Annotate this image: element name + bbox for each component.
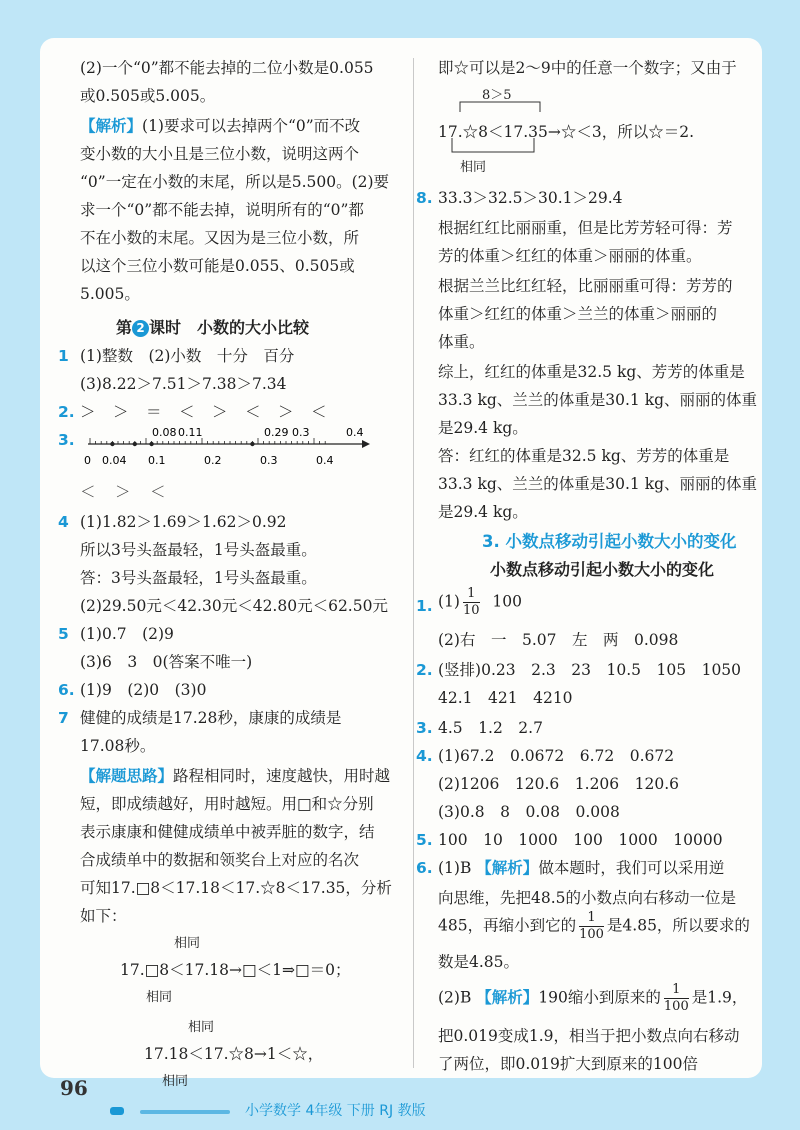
nl-label-bottom: 0.04 [102, 454, 127, 467]
analysis-line: 以这个三位小数可能是0.055、0.505或 [80, 257, 355, 275]
lesson-title-pre: 第 [116, 318, 133, 337]
same-label: 相同 [188, 1020, 215, 1035]
number-line-arrow [362, 440, 370, 448]
answer-line: 100 10 1000 100 1000 10000 [438, 831, 723, 849]
answer-part: 是4.85，所以要求的 [606, 916, 750, 935]
answer-part: 485，再缩小到它的 [438, 916, 577, 935]
answer-line: 把0.019变成1.9，相当于把小数点向右移动 [438, 1027, 740, 1045]
lesson-number-badge: 2 [132, 320, 149, 337]
answer-line: (3)6 3 0(答案不唯一) [80, 653, 253, 671]
answer-line: 数是4.85。 [438, 953, 520, 971]
nl-label-bottom: 0.1 [148, 454, 166, 467]
nl-label-bottom: 0.3 [260, 454, 278, 467]
lesson-title [116, 314, 309, 342]
solution-line: 可知17.□8＜17.18＜17.☆8＜17.35，分析 [80, 879, 392, 897]
fraction-denominator: 100 [663, 999, 689, 1014]
number-line [80, 422, 380, 478]
footer-bar [110, 1107, 124, 1115]
answer-part: 190缩小到原来的 [538, 988, 661, 1007]
answer-line: (1)67.2 0.0672 6.72 0.672 [438, 747, 675, 765]
fraction [664, 982, 689, 1015]
answer-line: 芳的体重＞红红的体重＞丽丽的体重。 [438, 247, 702, 265]
question-number: 5 [58, 625, 69, 643]
answer-part: 100 [492, 592, 522, 611]
fraction [579, 910, 604, 943]
same-label: 相同 [146, 990, 173, 1005]
item-2 [416, 656, 433, 684]
answer-part: 做本题时，我们可以采用逆 [538, 859, 725, 877]
expression-line: 17.☆8＜17.35→☆＜3，所以☆＝2. [438, 123, 695, 141]
nl-label-top: 0.08 [152, 426, 177, 439]
solution-line: 表示康康和健健成绩单中被弄脏的数字，结 [80, 823, 375, 841]
nl-label-bottom: 0.2 [204, 454, 222, 467]
answer-line: 所以3号头盔最轻，1号头盔最重。 [80, 541, 317, 559]
answer-line: (1)1.82＞1.69＞1.62＞0.92 [80, 513, 287, 531]
compare-label: 8＞5 [482, 88, 512, 103]
answer-line: 是29.4 kg。 [438, 419, 528, 437]
subsection-title: 小数点移动引起小数大小的变化 [490, 560, 715, 579]
question-number: 4. [416, 747, 433, 765]
solution-line: 短，即成绩越好，用时越短。用□和☆分别 [80, 795, 374, 813]
same-label: 相同 [460, 160, 487, 175]
solution-line: 即☆可以是2～9中的任意一个数字；又由于 [438, 59, 737, 77]
same-label: 相同 [174, 936, 201, 951]
answer-line: 向思维，先把48.5的小数点向右移动一位是 [438, 889, 737, 907]
question-1 [58, 342, 69, 370]
question-5 [58, 620, 69, 648]
expression-line: 17.□8＜17.18→□＜1⇒□＝0； [120, 961, 351, 979]
section-title: 3. 小数点移动引起小数大小的变化 [482, 532, 737, 551]
question-2 [58, 398, 75, 426]
fraction-denominator: 100 [579, 927, 604, 942]
answer-line: 健健的成绩是17.28秒，康康的成绩是 [80, 709, 342, 727]
footer-brand: 小学数学 4年级 下册 RJ 教版 [245, 1103, 426, 1119]
nl-label-top: 0.11 [178, 426, 203, 439]
solution-text: 路程相同时，速度越快，用时越 [173, 767, 391, 785]
item-6 [416, 854, 433, 882]
analysis-line: “0”一定在小数的末尾，所以是5.500。(2)要 [80, 173, 390, 191]
question-number: 6. [416, 859, 433, 877]
question-number: 7 [58, 709, 69, 727]
answer-line: (2)右 一 5.07 左 两 0.098 [438, 631, 679, 649]
answer-line: 33.3＞32.5＞30.1＞29.4 [438, 189, 623, 207]
lesson-title-text: 课时 小数的大小比较 [149, 318, 310, 337]
question-number: 1. [416, 597, 433, 615]
question-8 [416, 184, 433, 212]
number-line-point [149, 442, 153, 446]
same-label: 相同 [162, 1074, 189, 1089]
answer-line: (2)一个“0”都不能去掉的二位小数是0.055 [80, 59, 374, 77]
nl-label-top: 0.29 [264, 426, 289, 439]
answer-line: 体重＞红红的体重＞兰兰的体重＞丽丽的 [438, 305, 718, 323]
expression-line: 17.18＜17.☆8→1＜☆， [144, 1045, 324, 1063]
answer-line: (3)8.22＞7.51＞7.38＞7.34 [80, 375, 287, 393]
item-1 [416, 592, 433, 620]
answer-line: 33.3 kg、兰兰的体重是30.1 kg、丽丽的体重 [438, 475, 758, 493]
answer-part: (1) [438, 592, 460, 611]
answer-line: ＞ ＞ ＝ ＜ ＞ ＜ ＞ ＜ [80, 403, 328, 421]
answer-line: (1)整数 (2)小数 十分 百分 [80, 347, 295, 365]
answer-line: 是29.4 kg。 [438, 503, 528, 521]
question-4 [58, 508, 69, 536]
analysis-line [80, 112, 360, 140]
answer-line: 根据红红比丽丽重，但是比芳芳轻可得：芳 [438, 219, 733, 237]
answer-line [438, 910, 750, 943]
item-5 [416, 826, 433, 854]
analysis-line: 变小数的大小且是三位小数，说明这两个 [80, 145, 360, 163]
nl-label-bottom: 0.4 [316, 454, 334, 467]
solution-line [80, 762, 390, 790]
question-number: 6. [58, 681, 75, 699]
question-number: 2. [416, 661, 433, 679]
nl-label-top: 0.4 [346, 426, 364, 439]
answer-line [438, 854, 724, 882]
item-3 [416, 714, 433, 742]
question-number: 3. [58, 431, 75, 449]
answer-line: 17.08秒。 [80, 737, 156, 755]
item-4 [416, 742, 433, 770]
answer-line [438, 982, 747, 1015]
answer-line: 体重。 [438, 333, 485, 351]
question-3 [58, 426, 75, 454]
answer-line: 答：3号头盔最轻，1号头盔最重。 [80, 569, 317, 587]
answer-line: 4.5 1.2 2.7 [438, 719, 543, 737]
analysis-tag: 【解析】 [80, 117, 143, 135]
fraction-numerator: 1 [463, 586, 480, 603]
nl-label-top: 0.3 [292, 426, 310, 439]
answer-line: (2)29.50元＜42.30元＜42.80元＜62.50元 [80, 597, 388, 615]
fraction-numerator: 1 [579, 910, 604, 927]
answer-line: (2)1206 120.6 1.206 120.6 [438, 775, 680, 793]
fraction-numerator: 1 [664, 982, 689, 999]
top-bracket [460, 102, 540, 112]
analysis-line: 不在小数的末尾。又因为是三位小数，所 [80, 229, 360, 247]
answer-line: 了两位，即0.019扩大到原来的100倍 [438, 1055, 698, 1073]
answer-line: 或0.505或5.005。 [80, 87, 216, 105]
answer-line [438, 586, 522, 619]
question-7 [58, 704, 69, 732]
answer-line: 42.1 421 4210 [438, 689, 573, 707]
answer-part: (1)B [438, 859, 472, 877]
answer-part: 是1.9， [691, 988, 748, 1007]
question-6 [58, 676, 75, 704]
question-number: 1 [58, 347, 69, 365]
number-line-point [133, 442, 137, 446]
solution-line: 合成绩单中的数据和领奖台上对应的名次 [80, 851, 360, 869]
solution-line: 如下： [80, 907, 127, 925]
answer-line: 答：红红的体重是32.5 kg、芳芳的体重是 [438, 447, 730, 465]
column-divider [413, 58, 414, 1068]
question-number: 3. [416, 719, 433, 737]
number-line-point [110, 442, 114, 446]
question-number: 2. [58, 403, 75, 421]
analysis-line: 求一个“0”都不能去掉，说明所有的“0”都 [80, 201, 364, 219]
analysis-tag: 【解析】 [476, 988, 539, 1007]
analysis-line: 5.005。 [80, 285, 140, 303]
analysis-text: (1)要求可以去掉两个“0”而不改 [142, 117, 361, 135]
fraction [463, 586, 480, 619]
answer-part: (2)B [438, 988, 472, 1007]
answer-line: (竖排)0.23 2.3 23 10.5 105 1050 [438, 661, 742, 679]
answer-line: 33.3 kg、兰兰的体重是30.1 kg、丽丽的体重 [438, 391, 758, 409]
answer-line: (1)9 (2)0 (3)0 [80, 681, 207, 699]
page-number: 96 [60, 1076, 88, 1100]
nl-label-bottom: 0 [84, 454, 91, 467]
footer-bar [140, 1110, 230, 1114]
fraction-denominator: 10 [462, 603, 480, 618]
number-line-point [250, 442, 254, 446]
question-number: 5. [416, 831, 433, 849]
solution-tag: 【解题思路】 [80, 767, 174, 785]
answer-line: 综上，红红的体重是32.5 kg、芳芳的体重是 [438, 363, 745, 381]
question-number: 8. [416, 189, 433, 207]
answer-line: (1)0.7 (2)9 [80, 625, 174, 643]
answer-line: ＜ ＞ ＜ [80, 483, 168, 501]
question-number: 4 [58, 513, 69, 531]
analysis-tag: 【解析】 [476, 859, 539, 877]
answer-line: 根据兰兰比红红轻，比丽丽重可得：芳芳的 [438, 277, 733, 295]
answer-line: (3)0.8 8 0.08 0.008 [438, 803, 620, 821]
